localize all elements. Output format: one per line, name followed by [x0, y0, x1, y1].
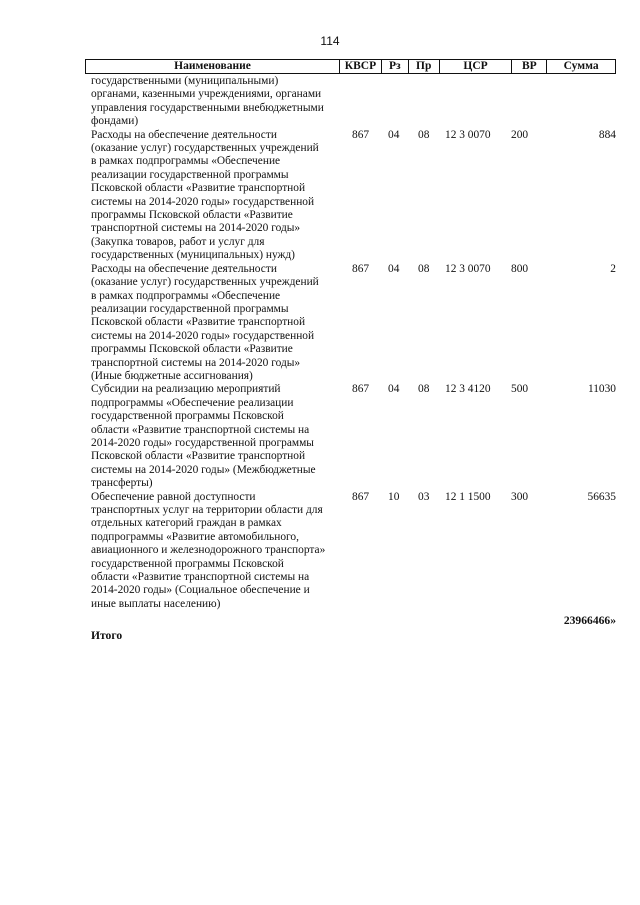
header-sum: Сумма: [563, 60, 599, 72]
row-sum: 11030: [587, 383, 616, 396]
row-name-line: Псковской области «Развитие транспортной: [91, 182, 306, 195]
header-csr: ЦСР: [440, 60, 513, 73]
row-name-line: области «Развитие транспортной системы на: [91, 571, 310, 584]
table-body: [85, 75, 616, 611]
row-pr: 08: [418, 262, 430, 275]
row-vr: 300: [511, 490, 529, 503]
row-rz: 04: [388, 128, 400, 141]
row-name-line: в рамках подпрограммы «Обеспечение: [91, 155, 281, 168]
row-name-line: государственными (муниципальными): [91, 75, 279, 87]
header-kvsr: КВСР: [340, 60, 382, 73]
table-row: [85, 383, 616, 490]
row-kvsr: 867: [352, 128, 370, 141]
table-row: [85, 263, 616, 384]
row-csr: 12 1 1500: [445, 490, 491, 503]
table-row: [85, 129, 616, 263]
row-name-line: подпрограммы «Обеспечение реализации: [91, 396, 294, 409]
row-vr: 800: [511, 262, 529, 275]
row-name-line: (Закупка товаров, работ и услуг для: [91, 235, 265, 248]
row-name-line: системы на 2014-2020 годы» (Межбюджетные: [91, 463, 316, 476]
row-csr: 12 3 0070: [445, 262, 491, 275]
row-name-line: 2014-2020 годы» (Социальное обеспечение и: [91, 584, 310, 597]
row-name-line: Расходы на обеспечение деятельности: [91, 128, 277, 141]
row-name-line: Субсидии на реализацию мероприятий: [91, 383, 281, 396]
row-pr: 03: [418, 490, 430, 503]
table-row: [85, 491, 616, 612]
row-csr: 12 3 4120: [445, 383, 491, 396]
row-name: [85, 263, 340, 384]
row-name-line: подпрограммы «Развитие автомобильного,: [91, 530, 299, 543]
row-name-line: управления государственными внебюджетными: [91, 101, 324, 114]
row-name-line: Псковской области «Развитие транспортной: [91, 316, 306, 329]
row-csr: 12 3 0070: [445, 128, 491, 141]
total-label: Итого: [91, 629, 123, 642]
row-name-line: отдельных категорий граждан в рамках: [91, 517, 282, 530]
row-name-line: области «Развитие транспортной системы на: [91, 423, 310, 436]
row-name-line: реализации государственной программы: [91, 168, 289, 181]
row-name-line: (оказание услуг) государственных учреждений: [91, 142, 319, 155]
header-rz: Рз: [382, 60, 409, 73]
row-name: [85, 75, 340, 129]
row-name-line: авиационного и железнодорожного транспорта»: [91, 544, 326, 557]
row-name: [85, 129, 340, 263]
row-sum: 56635: [587, 490, 616, 503]
row-kvsr: 867: [352, 490, 370, 503]
row-name-line: транспортной системы на 2014-2020 годы»: [91, 356, 301, 369]
row-name-line: программы Псковской области «Развитие: [91, 343, 293, 356]
row-sum: 2: [610, 262, 616, 275]
row-rz: 10: [388, 490, 400, 503]
row-name: [85, 491, 340, 612]
row-name-line: органами, казенными учреждениями, органами: [91, 88, 322, 101]
row-name-line: Расходы на обеспечение деятельности: [91, 262, 277, 275]
row-name-line: транспортной системы на 2014-2020 годы»: [91, 222, 301, 235]
row-name-line: системы на 2014-2020 годы» государственной: [91, 195, 315, 208]
row-pr: 08: [418, 383, 430, 396]
row-kvsr: 867: [352, 383, 370, 396]
row-pr: 08: [418, 128, 430, 141]
row-name-line: трансферты): [91, 477, 153, 490]
row-vr: 500: [511, 383, 529, 396]
row-name-line: государственной программы Псковской: [91, 557, 284, 570]
row-sum: 884: [598, 128, 616, 141]
header-vr: ВР: [512, 60, 547, 73]
row-name-line: Обеспечение равной доступности: [91, 490, 256, 503]
total-value: 23966466»: [563, 614, 616, 627]
header-name: Наименование: [86, 60, 340, 73]
row-name-line: программы Псковской области «Развитие: [91, 209, 293, 222]
row-name-line: в рамках подпрограммы «Обеспечение: [91, 289, 281, 302]
row-name-line: (оказание услуг) государственных учреждений: [91, 276, 319, 289]
row-name-line: иные выплаты населению): [91, 597, 221, 610]
row-rz: 04: [388, 383, 400, 396]
row-name-line: 2014-2020 годы» государственной программы: [91, 436, 314, 449]
row-name-line: Псковской области «Развитие транспортной: [91, 450, 306, 463]
row-name-line: системы на 2014-2020 годы» государственной: [91, 329, 315, 342]
row-name: [85, 383, 340, 490]
table-header: [85, 59, 616, 74]
page-number: 114: [320, 34, 340, 48]
row-rz: 04: [388, 262, 400, 275]
row-kvsr: 867: [352, 262, 370, 275]
row-name-line: реализации государственной программы: [91, 302, 289, 315]
row-vr: 200: [511, 128, 529, 141]
table-row: [85, 75, 616, 129]
row-name-line: государственных (муниципальных) нужд): [91, 249, 295, 262]
row-name-line: государственной программы Псковской: [91, 410, 284, 423]
header-pr: Пр: [409, 60, 440, 73]
row-name-line: (Иные бюджетные ассигнования): [91, 369, 253, 382]
row-name-line: транспортных услуг на территории области для: [91, 504, 323, 516]
row-name-line: фондами): [91, 115, 139, 128]
